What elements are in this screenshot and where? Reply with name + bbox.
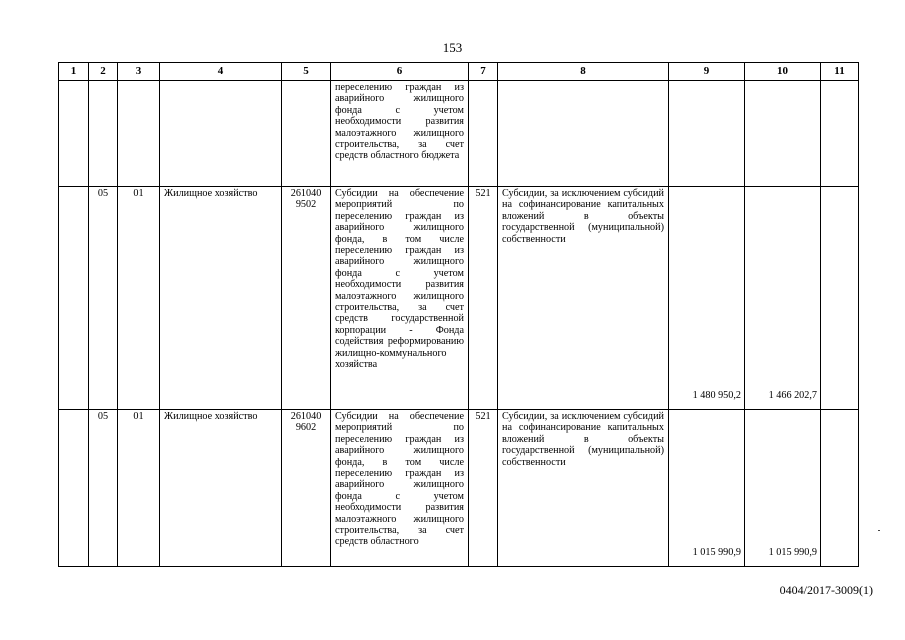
cell-target-code bbox=[282, 81, 331, 187]
table-row bbox=[59, 81, 859, 187]
scan-speck bbox=[878, 530, 880, 531]
column-header: 4 bbox=[160, 63, 282, 81]
cell-amount-2019 bbox=[745, 81, 821, 187]
cell-amount-2019: 1 015 990,9 bbox=[745, 410, 821, 567]
cell-amount-2018: 1 015 990,9 bbox=[669, 410, 745, 567]
budget-table bbox=[58, 62, 859, 567]
column-header: 3 bbox=[118, 63, 160, 81]
cell-section: 05 bbox=[89, 187, 118, 410]
cell-col1 bbox=[59, 410, 89, 567]
column-header: 10 bbox=[745, 63, 821, 81]
column-header: 6 bbox=[331, 63, 469, 81]
column-header: 2 bbox=[89, 63, 118, 81]
table-row bbox=[59, 187, 859, 410]
cell-name: Жилищное хозяйство bbox=[160, 410, 282, 567]
cell-section: 05 bbox=[89, 410, 118, 567]
target-code-part1: 261040 bbox=[290, 188, 322, 199]
cell-name: Жилищное хозяйство bbox=[160, 187, 282, 410]
cell-target-code bbox=[282, 410, 331, 567]
cell-col11 bbox=[821, 81, 859, 187]
cell-col11 bbox=[821, 410, 859, 567]
cell-expense-type-name: Субсидии, за исключением субсидий на софинансирование капитальных вложений в объекты государственной (муниципальной) собственности bbox=[498, 410, 669, 567]
header-row bbox=[59, 63, 859, 81]
target-code-part2: 9602 bbox=[295, 422, 317, 434]
column-header: 1 bbox=[59, 63, 89, 81]
cell-amount-2018: 1 480 950,2 bbox=[669, 187, 745, 410]
target-code-part1: 261040 bbox=[290, 411, 322, 422]
cell-expense-type bbox=[469, 81, 498, 187]
cell-section bbox=[89, 81, 118, 187]
cell-subsection bbox=[118, 81, 160, 187]
cell-description: Субсидии на обеспечение мероприятий по переселению граждан из аварийного жилищного фонда, в том числе переселению граждан из аварийного жилищного фонда с учетом необходимости развития малоэтажного жилищного строительства, за счет средств областного bbox=[331, 410, 469, 567]
cell-target-code bbox=[282, 187, 331, 410]
document-code: 0404/2017-3009(1) bbox=[779, 583, 873, 597]
column-header: 5 bbox=[282, 63, 331, 81]
cell-subsection: 01 bbox=[118, 410, 160, 567]
column-header: 11 bbox=[821, 63, 859, 81]
cell-name bbox=[160, 81, 282, 187]
column-header: 8 bbox=[498, 63, 669, 81]
cell-col11 bbox=[821, 187, 859, 410]
cell-amount-2019: 1 466 202,7 bbox=[745, 187, 821, 410]
column-header: 7 bbox=[469, 63, 498, 81]
cell-col1 bbox=[59, 81, 89, 187]
cell-expense-type: 521 bbox=[469, 410, 498, 567]
cell-expense-type-name: Субсидии, за исключением субсидий на софинансирование капитальных вложений в объекты государственной (муниципальной) собственности bbox=[498, 187, 669, 410]
cell-subsection: 01 bbox=[118, 187, 160, 410]
cell-amount-2018 bbox=[669, 81, 745, 187]
cell-expense-type: 521 bbox=[469, 187, 498, 410]
table-row bbox=[59, 410, 859, 567]
cell-expense-type-name bbox=[498, 81, 669, 187]
column-header: 9 bbox=[669, 63, 745, 81]
cell-description: Субсидии на обеспечение мероприятий по переселению граждан из аварийного жилищного фонда, в том числе переселению граждан из аварийного жилищного фонда с учетом необходимости развития малоэтажного жилищного строительства, за счет средств государственной корпорации - Фонда содействия реформированию жилищно-коммунального хозяйства bbox=[331, 187, 469, 410]
page-number: 153 bbox=[442, 40, 463, 55]
cell-description: переселению граждан из аварийного жилищного фонда с учетом необходимости развития малоэтажного жилищного строительства, за счет средств областного бюджета bbox=[331, 81, 469, 187]
cell-col1 bbox=[59, 187, 89, 410]
target-code-part2: 9502 bbox=[295, 199, 317, 211]
